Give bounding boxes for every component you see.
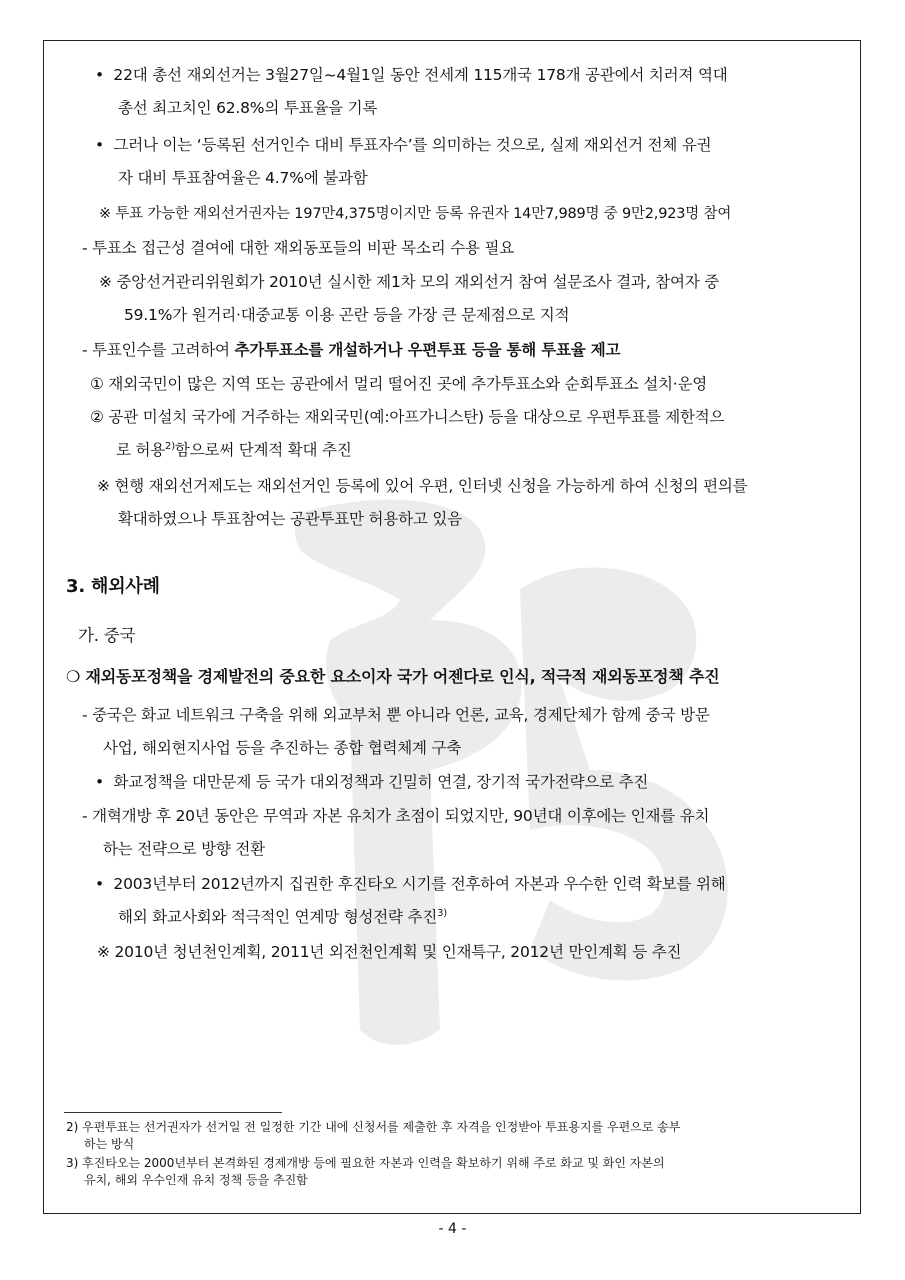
footnote-2-line-1: 2) 우편투표는 선거권자가 선거일 전 일정한 기간 내에 신청서를 제출한 후 자격을 인정받아 투표용지를 우편으로 송부 <box>66 1120 681 1134</box>
circled-item-2-line-1: ② 공관 미설치 국가에 거주하는 재외국민(예:아프가니스탄) 등을 대상으로 우편투표를 제한적으 <box>90 408 725 426</box>
section-title: 3. 해외사례 <box>66 576 160 597</box>
footnote-ref-3: 3) <box>437 907 447 919</box>
circled-item-2-line-2 <box>116 439 352 461</box>
footnote-3-line-2: 유치, 해외 우수인재 유치 정책 등을 추진함 <box>84 1173 308 1187</box>
section-dash-1-line-1: - 중국은 화교 네트워크 구축을 위해 외교부처 뿐 아니라 언론, 교육, 경제단체가 함께 중국 방문 <box>82 706 710 724</box>
bullet-2-line-2: 자 대비 투표참여율은 4.7%에 불과함 <box>118 169 368 187</box>
text: 로 허용 <box>116 441 166 459</box>
dash-2-bold: 추가투표소를 개설하거나 우편투표 등을 통해 투표율 제고 <box>234 341 621 359</box>
footnote-ref-2: 2) <box>165 440 175 452</box>
text: 그러나 이는 ‘등록된 선거인수 대비 투표자수’를 의미하는 것으로, 실제 재외선거 전체 유권 <box>113 136 712 154</box>
note-2-line-2: 59.1%가 원거리·대중교통 이용 곤란 등을 가장 큰 문제점으로 지적 <box>124 306 570 324</box>
section-bullet-2-line-2 <box>118 906 447 928</box>
bullet-1-line-1 <box>95 64 728 86</box>
dash-1: - 투표소 접근성 결여에 대한 재외동포들의 비판 목소리 수용 필요 <box>82 239 515 257</box>
dash-2 <box>82 339 620 361</box>
footnote-2-line-2: 하는 방식 <box>84 1137 135 1151</box>
text: 함으로써 단계적 확대 추진 <box>174 441 352 459</box>
note-3-line-2: 확대하였으나 투표참여는 공관투표만 허용하고 있음 <box>118 510 462 528</box>
note-3-line-1: ※ 현행 재외선거제도는 재외선거인 등록에 있어 우편, 인터넷 신청을 가능하게 하여 신청의 편의를 <box>97 477 748 495</box>
watermark-logo <box>230 470 750 1070</box>
note-1: ※ 투표 가능한 재외선거권자는 197만4,375명이지만 등록 유권자 14만7,989명 중 9만2,923명 참여 <box>99 206 732 222</box>
bullet-glyph: • <box>95 136 104 154</box>
circled-item-1: ① 재외국민이 많은 지역 또는 공관에서 멀리 떨어진 곳에 추가투표소와 순회투표소 설치·운영 <box>90 375 708 393</box>
footnote-rule <box>64 1112 282 1113</box>
text: 2003년부터 2012년까지 집권한 후진타오 시기를 전후하여 자본과 우수한 인력 확보를 위해 <box>113 875 726 893</box>
bullet-glyph: • <box>95 773 104 791</box>
bullet-1-line-2: 총선 최고치인 62.8%의 투표율을 기록 <box>118 99 378 117</box>
section-dash-2-line-2: 하는 전략으로 방향 전환 <box>103 840 265 858</box>
bullet-glyph: • <box>95 875 104 893</box>
subsection-title: 가. 중국 <box>78 626 136 645</box>
page-number: - 4 - <box>438 1221 467 1237</box>
bullet-glyph: • <box>95 66 104 84</box>
footnote-3-line-1: 3) 후진타오는 2000년부터 본격화된 경제개방 등에 필요한 자본과 인력을 확보하기 위해 주로 화교 및 화인 자본의 <box>66 1156 665 1170</box>
dash-2-prefix: - 투표인수를 고려하여 <box>82 341 235 359</box>
section-bullet-2-line-1 <box>95 873 726 895</box>
section-bullet-1 <box>95 771 648 793</box>
section-dash-1-line-2: 사업, 해외현지사업 등을 추진하는 종합 협력체계 구축 <box>103 739 462 757</box>
o-bullet-heading: ❍ 재외동포정책을 경제발전의 중요한 요소이자 국가 어젠다로 인식, 적극적 재외동포정책 추진 <box>66 667 720 686</box>
note-2-line-1: ※ 중앙선거관리위원회가 2010년 실시한 제1차 모의 재외선거 참여 설문조사 결과, 참여자 중 <box>99 273 720 291</box>
text: 화교정책을 대만문제 등 국가 대외정책과 긴밀히 연결, 장기적 국가전략으로 추진 <box>113 773 649 791</box>
note-4: ※ 2010년 청년천인계획, 2011년 외전천인계획 및 인재특구, 2012년 만인계획 등 추진 <box>97 943 682 961</box>
text: 해외 화교사회와 적극적인 연계망 형성전략 추진 <box>118 908 438 926</box>
bullet-2-line-1 <box>95 134 711 156</box>
text: 22대 총선 재외선거는 3월27일~4월1일 동안 전세계 115개국 178개 공관에서 치러져 역대 <box>113 66 728 84</box>
section-dash-2-line-1: - 개혁개방 후 20년 동안은 무역과 자본 유치가 초점이 되었지만, 90년대 이후에는 인재를 유치 <box>82 807 710 825</box>
